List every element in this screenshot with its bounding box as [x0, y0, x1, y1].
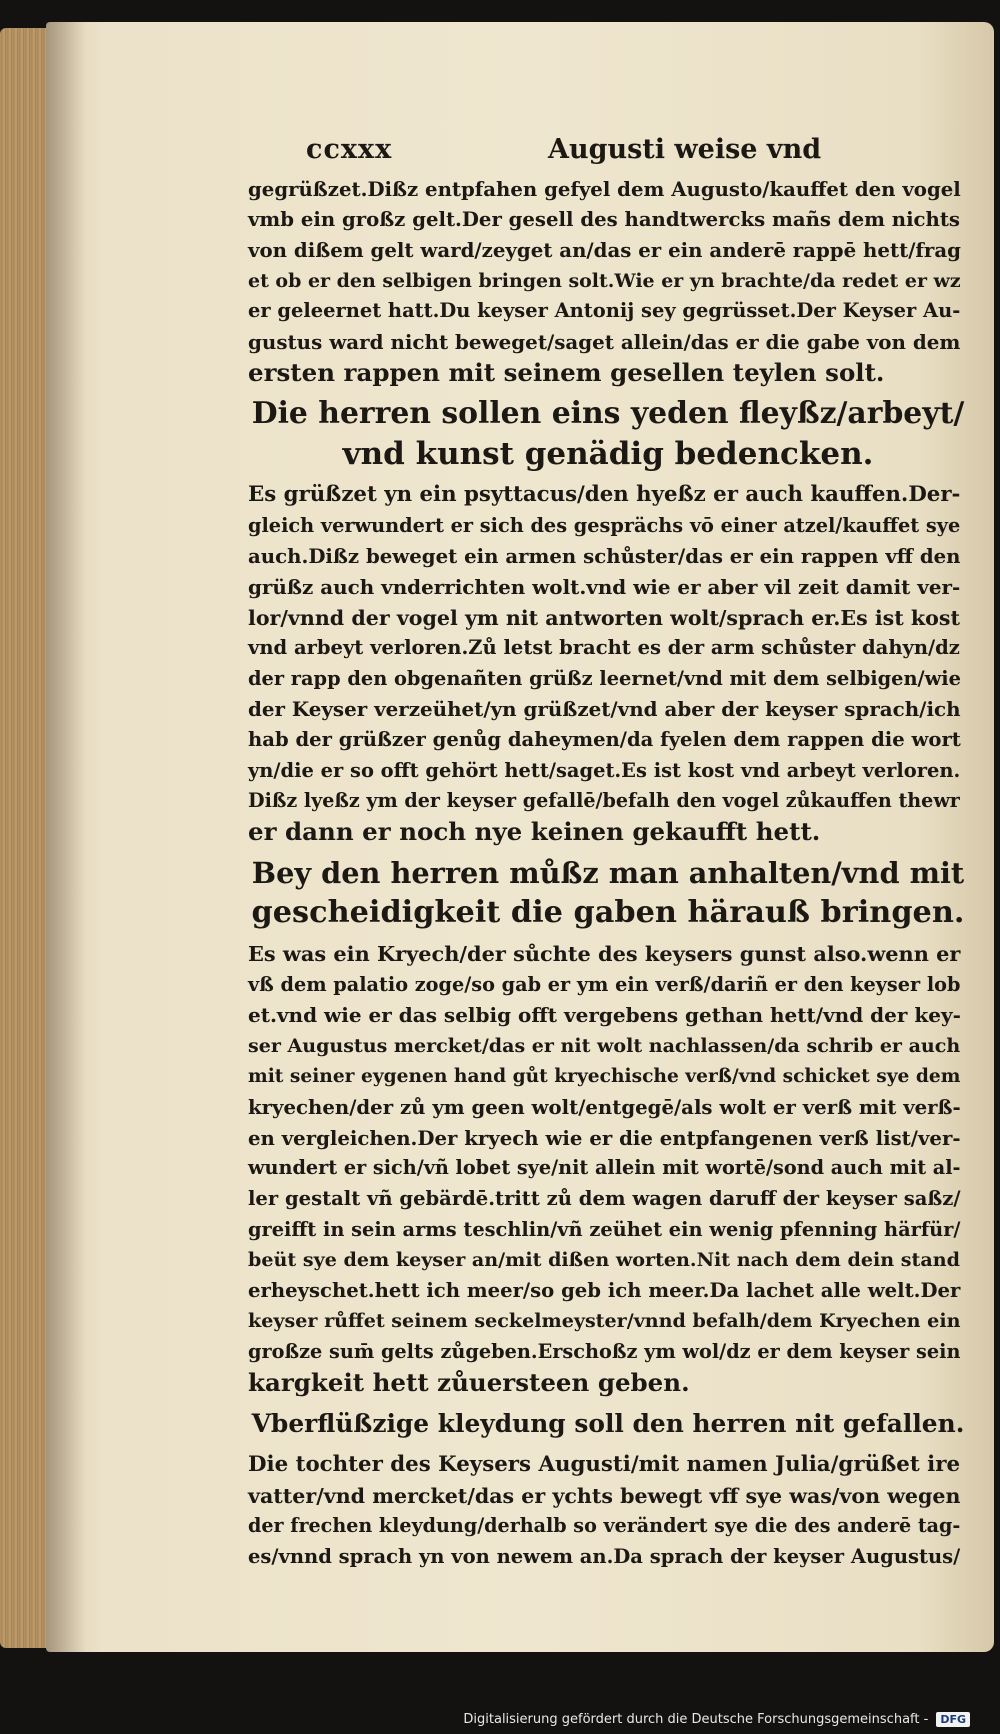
text-line: großze sum̄ gelts zůgeben.Erschoßz ym wol/dz er dem keyser sein: [248, 1340, 961, 1363]
text-line: von dißem gelt ward/zeyget an/das er ein anderē rappē hett/frag: [248, 238, 961, 263]
text-line: lor/vnnd der vogel ym nit antworten wolt/sprach er.Es ist kost: [248, 605, 960, 630]
section-heading-3: [248, 1404, 968, 1444]
heading-line: Bey den herren můßz man anhalten/vnd mit: [251, 856, 965, 891]
text-line: vatter/vnd mercket/das er ychts bewegt vff sye was/von wegen: [248, 1483, 961, 1508]
text-block: [248, 128, 968, 1573]
text-line: vß dem palatio zoge/so gab er ym ein verß/dariñ er den keyser lob: [248, 972, 961, 996]
paragraph-1: [248, 174, 968, 388]
text-line: erheyschet.hett ich meer/so geb ich meer.Da lachet alle welt.Der: [248, 1278, 961, 1302]
heading-line: vnd kunst genädig bedencken.: [342, 436, 874, 473]
text-line: mit seiner eygenen hand gůt kryechische verß/vnd schicket sye dem: [248, 1065, 961, 1087]
text-line: es/vnnd sprach yn von newem an.Da sprach der keyser Augustus/: [248, 1544, 961, 1568]
text-line: der Keyser verzeühet/yn grüßzet/vnd aber der keyser sprach/ich: [248, 697, 961, 722]
heading-line: Vberflüßzige kleydung soll den herren nit gefallen.: [251, 1409, 965, 1439]
text-line: ser Augustus mercket/das er nit wolt nachlassen/da schrib er auch: [248, 1035, 961, 1058]
text-line: kargkeit hett zůuersteen geben.: [248, 1367, 690, 1397]
paragraph-2: [248, 480, 968, 847]
text-line: ler gestalt vñ gebärdē.tritt zů dem wagen daruff der keyser saßz/: [248, 1187, 961, 1211]
text-line: er dann er noch nye keinen gekaufft hett.: [248, 816, 821, 846]
credit-text: Digitalisierung gefördert durch die Deutsche Forschungsgemeinschaft -: [463, 1711, 929, 1727]
text-line: hab der grüßzer genůg daheymen/da fyelen dem rappen die wort: [248, 727, 961, 751]
running-head: [248, 128, 968, 174]
text-line: gegrüßzet.Dißz entpfahen gefyel dem Augusto/kauffet den vogel: [248, 177, 961, 201]
folio-number: ccxxx: [306, 134, 393, 165]
text-line: Die tochter des Keysers Augusti/mit namen Julia/grüßet ire: [248, 1452, 961, 1478]
running-head-title: Augusti weise vnd: [548, 134, 822, 165]
digitization-credit: [463, 1710, 970, 1728]
book-edge: [0, 28, 52, 1648]
section-heading-2: [248, 853, 968, 933]
text-line: gustus ward nicht beweget/saget allein/das er die gabe von dem: [248, 329, 961, 354]
heading-line: gescheidigkeit die gaben härauß bringen.: [251, 895, 965, 931]
text-line: vmb ein großz gelt.Der gesell des handtwercks mañs dem nichts: [248, 207, 960, 231]
text-line: wundert er sich/vñ lobet sye/nit allein mit wortē/sond auch mit al-: [248, 1156, 961, 1180]
text-line: der rapp den obgenañten grüßz leernet/vnd mit dem selbigen/wie: [248, 666, 961, 690]
text-line: auch.Dißz beweget ein armen schůster/das er ein rappen vff den: [248, 544, 961, 569]
text-line: er geleernet hatt.Du keyser Antonij sey gegrüsset.Der Keyser Au-: [248, 299, 961, 323]
text-line: Es grüßzet yn ein psyttacus/den hyeßz er auch kauffen.Der-: [248, 482, 961, 508]
text-line: en vergleichen.Der kryech wie er die entpfangenen verß list/ver-: [248, 1125, 961, 1150]
text-line: grüßz auch vnderrichten wolt.vnd wie er aber vil zeit damit ver-: [248, 574, 961, 599]
text-line: der frechen kleydung/derhalb so verändert sye die des anderē tag-: [248, 1514, 961, 1538]
section-heading-1: [248, 394, 968, 474]
paragraph-3: [248, 939, 968, 1398]
text-line: yn/die er so offt gehört hett/saget.Es ist kost vnd arbeyt verloren.: [248, 758, 961, 782]
text-line: kryechen/der zů ym geen wolt/entgegē/als wolt er verß mit verß-: [248, 1095, 961, 1120]
text-line: greifft in sein arms teschlin/vñ zeühet ein wenig pfenning härfür/: [248, 1217, 961, 1241]
text-line: ersten rappen mit seinem gesellen teylen solt.: [248, 357, 885, 387]
text-line: Es was ein Kryech/der sůchte des keysers gunst also.wenn er: [248, 941, 961, 967]
paragraph-4: [248, 1450, 968, 1572]
text-line: et ob er den selbigen bringen solt.Wie er yn brachte/da redet er wz: [248, 269, 961, 292]
dfg-logo-icon: DFG: [936, 1712, 970, 1727]
text-line: vnd arbeyt verloren.Zů letst bracht es der arm schůster dahyn/dz: [248, 636, 960, 660]
heading-line: Die herren sollen eins yeden fleyßz/arbeyt/: [251, 396, 965, 432]
text-line: beüt sye dem keyser an/mit dißen worten.Nit nach dem dein stand: [248, 1248, 960, 1272]
spine-shadow: [46, 22, 86, 1652]
text-line: Dißz lyeßz ym der keyser gefallē/befalh den vogel zůkauffen thewr: [248, 789, 960, 813]
text-line: gleich verwundert er sich des gesprächs vō einer atzel/kauffet sye: [248, 513, 961, 537]
text-line: et.vnd wie er das selbig offt vergebens gethan hett/vnd der key-: [248, 1003, 961, 1028]
text-line: keyser růffet seinem seckelmeyster/vnnd befalh/dem Kryechen ein: [248, 1309, 961, 1333]
